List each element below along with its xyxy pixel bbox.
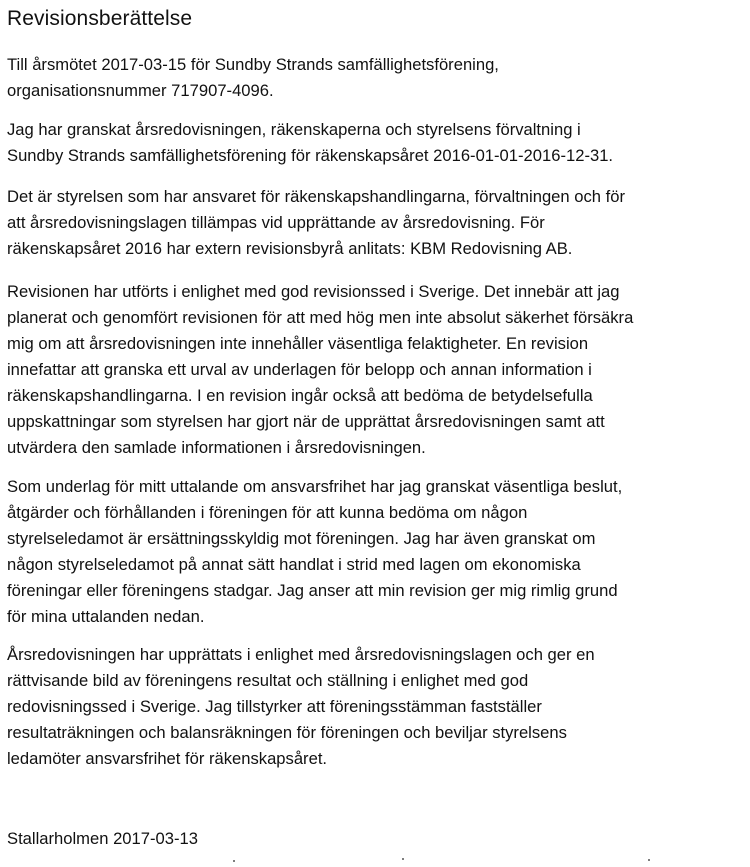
paragraph-audit-method	[7, 279, 745, 461]
text-line: att årsredovisningslagen tillämpas vid upprättande av årsredovisning. För	[7, 213, 545, 232]
text-line: Årsredovisningen har upprättats i enlighet med årsredovisningslagen och ger en	[7, 645, 595, 664]
text-line: utvärdera den samlade informationen i årsredovisningen.	[7, 438, 426, 457]
paragraph-conclusion	[7, 642, 745, 772]
text-line: Jag har granskat årsredovisningen, räkenskaperna och styrelsens förvaltning i	[7, 120, 581, 139]
paragraph-discharge-basis	[7, 474, 745, 630]
text-line: resultaträkningen och balansräkningen för föreningen och beviljar styrelsens	[7, 723, 567, 742]
place-date: Stallarholmen 2017-03-13	[7, 829, 198, 848]
text-line: organisationsnummer 717907-4096.	[7, 81, 274, 100]
text-line: Revisionen har utförts i enlighet med god revisionssed i Sverige. Det innebär att jag	[7, 282, 620, 301]
text-line: Det är styrelsen som har ansvaret för räkenskapshandlingarna, förvaltningen och för	[7, 187, 625, 206]
text-line: rättvisande bild av föreningens resultat och ställning i enlighet med god	[7, 671, 529, 690]
text-line: mig om att årsredovisningen inte innehåller väsentliga felaktigheter. En revision	[7, 334, 589, 353]
text-line: Som underlag för mitt uttalande om ansvarsfrihet har jag granskat väsentliga beslut,	[7, 477, 623, 496]
scan-speck	[402, 858, 404, 860]
text-line: Till årsmötet 2017-03-15 för Sundby Strands samfällighetsförening,	[7, 55, 499, 74]
paragraph-meeting-info	[7, 52, 745, 104]
text-line: någon styrelseledamot på annat sätt handlat i strid med lagen om ekonomiska	[7, 555, 581, 574]
paragraph-scope	[7, 117, 745, 169]
text-line: styrelseledamot är ersättningsskyldig mot föreningen. Jag har även granskat om	[7, 529, 596, 548]
text-line: räkenskapsåret 2016 har extern revisionsbyrå anlitats: KBM Redovisning AB.	[7, 239, 573, 258]
paragraph-responsibility	[7, 184, 745, 262]
text-line: ledamöter ansvarsfrihet för räkenskapsåret.	[7, 749, 328, 768]
text-line: redovisningssed i Sverige. Jag tillstyrker att föreningsstämman fastställer	[7, 697, 542, 716]
document-title: Revisionsberättelse	[7, 7, 193, 30]
text-line: innefattar att granska ett urval av underlagen för belopp och annan information i	[7, 360, 592, 379]
scan-speck	[233, 860, 235, 862]
text-line: räkenskapshandlingarna. I en revision ingår också att bedöma de betydelsefulla	[7, 386, 593, 405]
text-line: för mina uttalanden nedan.	[7, 607, 205, 626]
scan-speck	[648, 859, 650, 861]
text-line: Sundby Strands samfällighetsförening för räkenskapsåret 2016-01-01-2016-12-31.	[7, 146, 614, 165]
text-line: föreningar eller föreningens stadgar. Jag anser att min revision ger mig rimlig grund	[7, 581, 618, 600]
text-line: uppskattningar som styrelsen har gjort när de upprättat årsredovisningen samt att	[7, 412, 605, 431]
text-line: åtgärder och förhållanden i föreningen för att kunna bedöma om någon	[7, 503, 528, 522]
text-line: planerat och genomfört revisionen för att med hög men inte absolut säkerhet försäkra	[7, 308, 634, 327]
